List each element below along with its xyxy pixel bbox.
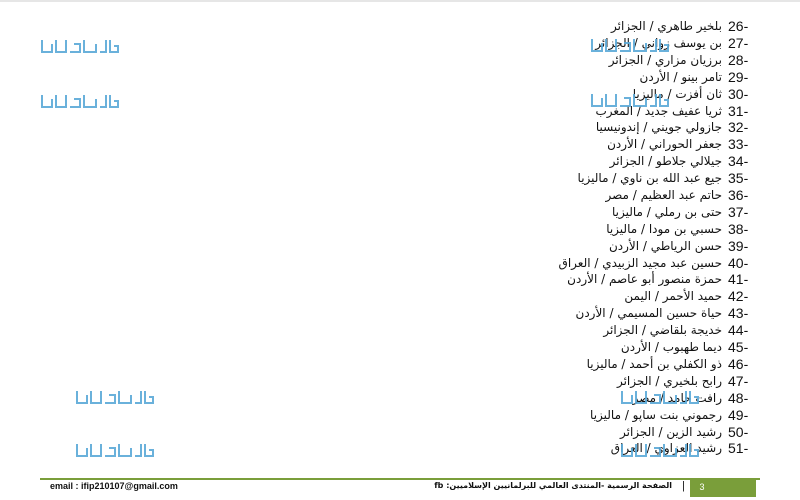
entry-number: 32- (728, 119, 749, 135)
entry-name-country: رشيد الزين / الجزائر (620, 425, 722, 439)
entry-number: 28- (728, 52, 749, 68)
top-border (0, 0, 800, 2)
page-number-box (690, 480, 756, 497)
watermark-logo-icon (75, 442, 155, 458)
list-item (0, 355, 800, 373)
list-item (0, 85, 800, 103)
watermark-logo-icon (620, 442, 700, 458)
entry-name-country: ثان أفزت / ماليزيا (632, 87, 722, 101)
watermark-logo-icon (40, 93, 120, 109)
entry-number: 40- (728, 255, 749, 271)
footer-separator: | (682, 480, 685, 492)
entry-name-country: حياة حسين المسيمي / الأردن (575, 306, 722, 320)
list-item (0, 34, 800, 52)
entry-name-country: بن يوسف زواني / الجزائر (595, 36, 722, 50)
entry-number: 44- (728, 322, 749, 338)
entry-name-country: ديما طهبوب / الأردن (620, 340, 722, 354)
list-item (0, 118, 800, 136)
entry-name-country: تامر بينو / الأردن (639, 70, 722, 84)
entry-number: 41- (728, 271, 749, 287)
list-item (0, 51, 800, 69)
entry-name-country: ذو الكفلي بن أحمد / ماليزيا (586, 357, 722, 371)
entry-name-country: حسين عبد مجيد الزبيدي / العراق (558, 256, 722, 270)
entry-name-country: بلخير طاهري / الجزائر (611, 19, 722, 33)
entry-number: 31- (728, 103, 749, 119)
list-item (0, 304, 800, 322)
list-item (0, 406, 800, 424)
list-item (0, 372, 800, 390)
watermark-logo-icon (40, 38, 120, 54)
entry-name-country: جيع عبد الله بن ناوي / ماليزيا (577, 171, 722, 185)
list-item (0, 287, 800, 305)
entry-number: 36- (728, 187, 749, 203)
entry-number: 29- (728, 69, 749, 85)
page-footer (0, 480, 800, 500)
entry-name-country: خديجة بلقاضي / الجزائر (603, 323, 722, 337)
list-item (0, 135, 800, 153)
list-item (0, 17, 800, 35)
entry-number: 27- (728, 35, 749, 51)
entry-number: 47- (728, 373, 749, 389)
entry-name-country: رافت حامد / مصر (632, 391, 722, 405)
list-item (0, 68, 800, 86)
footer-email: email : ifip210107@gmail.com (50, 481, 178, 491)
entry-name-country: حتى بن رملي / ماليزيا (612, 205, 722, 219)
list-item (0, 169, 800, 187)
list-item (0, 237, 800, 255)
entry-name-country: جعفر الحوراني / الأردن (607, 137, 722, 151)
entry-number: 39- (728, 238, 749, 254)
entry-number: 43- (728, 305, 749, 321)
entry-number: 35- (728, 170, 749, 186)
entry-name-country: برزيان مزاري / الجزائر (608, 53, 722, 67)
entry-name-country: رابح بلخيري / الجزائر (616, 374, 722, 388)
list-item (0, 203, 800, 221)
entry-number: 46- (728, 356, 749, 372)
watermark-logo-icon (590, 92, 670, 108)
entry-name-country: حمزة منصور أبو عاصم / الأردن (567, 272, 722, 286)
list-item (0, 186, 800, 204)
entry-name-country: رجموني بنت ساپو / ماليزيا (590, 408, 722, 422)
watermark-logo-icon (620, 389, 700, 405)
entry-name-country: حاتم عبد العظيم / مصر (605, 188, 722, 202)
entry-name-country: حسن الرياطي / الأردن (608, 239, 722, 253)
entry-number: 45- (728, 339, 749, 355)
entry-number: 48- (728, 390, 749, 406)
entry-number: 37- (728, 204, 749, 220)
list-item (0, 270, 800, 288)
entry-number: 26- (728, 18, 749, 34)
entry-name-country: رشيد العزاوي / العراق (610, 441, 722, 455)
entry-name-country: حميد الأحمر / اليمن (624, 289, 722, 303)
list-item (0, 152, 800, 170)
page-number: 3 (699, 482, 705, 492)
list-item (0, 321, 800, 339)
entry-name-country: جيلالي جلاطو / الجزائر (609, 154, 722, 168)
watermark-logo-icon (590, 37, 670, 53)
entry-number: 49- (728, 407, 749, 423)
entry-name-country: جازولي جويني / إندونيسيا (595, 120, 722, 134)
entry-number: 30- (728, 86, 749, 102)
entry-number: 42- (728, 288, 749, 304)
footer-caption: الصفحة الرسمية -المنتدى العالمي للبرلمانيين الإسلاميين: fb (434, 481, 672, 490)
entry-number: 51- (728, 440, 749, 456)
entry-name-country: ثريا عفيف جديد / المغرب (595, 104, 722, 118)
list-item (0, 338, 800, 356)
entry-number: 50- (728, 424, 749, 440)
entry-number: 34- (728, 153, 749, 169)
entry-name-country: حسبي بن مودا / ماليزيا (606, 222, 722, 236)
entry-number: 38- (728, 221, 749, 237)
watermark-logo-icon (75, 389, 155, 405)
entry-number: 33- (728, 136, 749, 152)
list-item (0, 220, 800, 238)
